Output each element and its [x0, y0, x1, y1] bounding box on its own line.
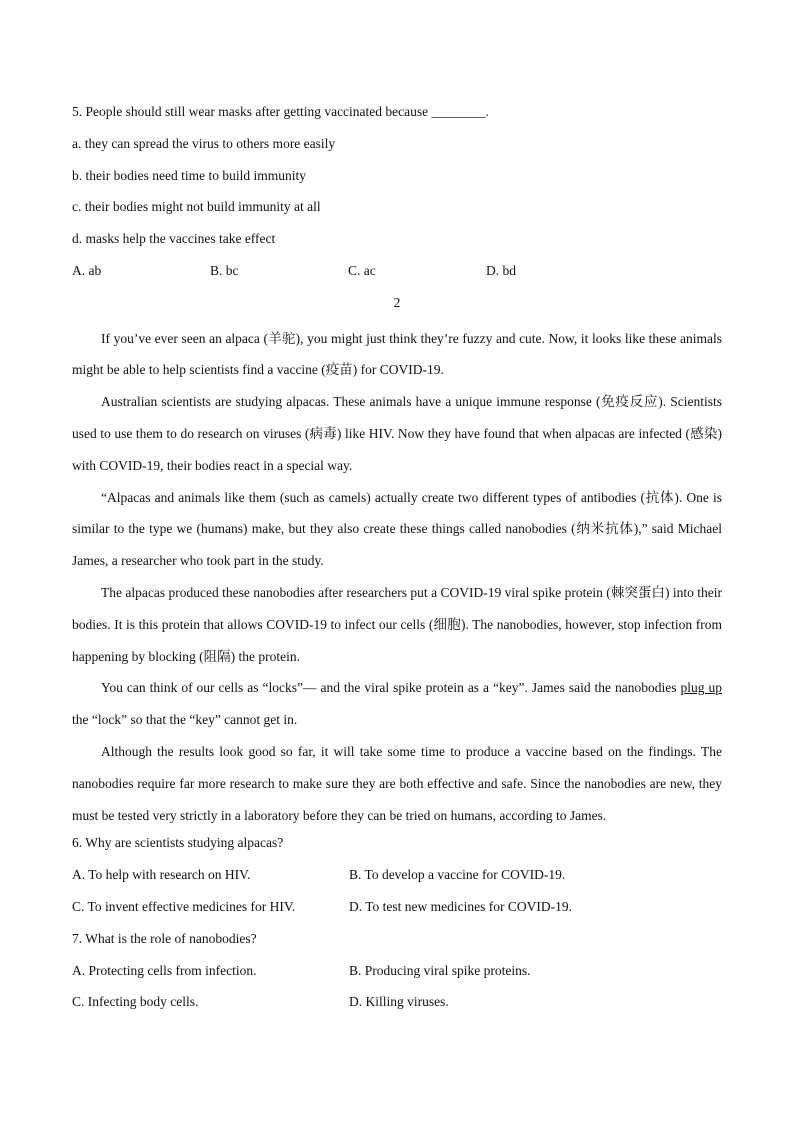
question-5-option-a: A. ab: [72, 262, 102, 278]
question-6-option-a: A. To help with research on HIV.: [72, 867, 251, 883]
question-5-item-c: c. their bodies might not build immunity at all: [72, 199, 321, 215]
passage-paragraph-4: The alpacas produced these nanobodies after researchers put a COVID-19 viral spike protein (棘突蛋白) into their bodies. It is this protein that allows COVID-19 to infect our cells (细胞). The nanobodies, however, stop infection from happening by blocking (阻隔) the protein.: [72, 584, 722, 664]
question-5-item-a: a. they can spread the virus to others more easily: [72, 135, 336, 151]
underlined-phrase: plug up: [680, 680, 722, 696]
question-5-option-d: D. bd: [486, 262, 516, 278]
question-6-option-b: B. To develop a vaccine for COVID-19.: [349, 867, 566, 883]
section-number: 2: [393, 294, 401, 310]
paragraph-5-text-before: You can think of our cells as “locks”— and the viral spike protein as a “key”. James said the nanobodies: [101, 680, 681, 696]
passage-paragraph-1: If you’ve ever seen an alpaca (羊驼), you might just think they’re fuzzy and cute. Now, it looks like these animals might be able to help scientists find a vaccine (疫苗) for COVID-19.: [72, 330, 722, 378]
passage-paragraph-5: [72, 672, 722, 736]
question-5-item-b: b. their bodies need time to build immunity: [72, 167, 306, 183]
question-7-options-row-1: [72, 959, 722, 991]
question-5-stem: 5. People should still wear masks after getting vaccinated because ________.: [72, 104, 489, 119]
document-page: [72, 100, 722, 1022]
question-5-options: [72, 259, 722, 291]
question-7-stem: 7. What is the role of nanobodies?: [72, 930, 257, 946]
question-5-option-b: B. bc: [210, 262, 239, 278]
paragraph-5-text-after: the “lock” so that the “key” cannot get in.: [72, 712, 298, 728]
question-6-stem: 6. Why are scientists studying alpacas?: [72, 835, 284, 851]
passage-paragraph-6: Although the results look good so far, it will take some time to produce a vaccine based on the findings. The nanobodies require far more research to make sure they are both effective and safe. Since the nanobodies are new, they must be tested very strictly in a laboratory before they can be tried on humans, according to James.: [72, 743, 722, 823]
passage-paragraph-3: “Alpacas and animals like them (such as camels) actually create two different types of antibodies (抗体). One is similar to the type we (humans) make, but they also create these things called nanobodies (纳米抗体),” said Michael James, a researcher who took part in the study.: [72, 489, 722, 569]
question-6-option-c: C. To invent effective medicines for HIV.: [72, 898, 296, 914]
question-7-option-a: A. Protecting cells from infection.: [72, 962, 257, 978]
question-7-option-c: C. Infecting body cells.: [72, 994, 199, 1010]
question-6-option-d: D. To test new medicines for COVID-19.: [349, 898, 573, 914]
question-7-option-b: B. Producing viral spike proteins.: [349, 962, 531, 978]
passage-paragraph-2: Australian scientists are studying alpacas. These animals have a unique immune response (免疫反应). Scientists used to use them to do research on viruses (病毒) like HIV. Now they have found that when alpacas are infected (感染) with COVID-19, their bodies react in a special way.: [72, 394, 722, 473]
question-6-options-row-1: [72, 863, 722, 895]
question-7-options-row-2: [72, 990, 722, 1022]
question-5-item-d: d. masks help the vaccines take effect: [72, 231, 276, 247]
question-7-option-d: D. Killing viruses.: [349, 994, 449, 1010]
question-6-options-row-2: [72, 895, 722, 927]
question-5-option-c: C. ac: [348, 262, 376, 278]
